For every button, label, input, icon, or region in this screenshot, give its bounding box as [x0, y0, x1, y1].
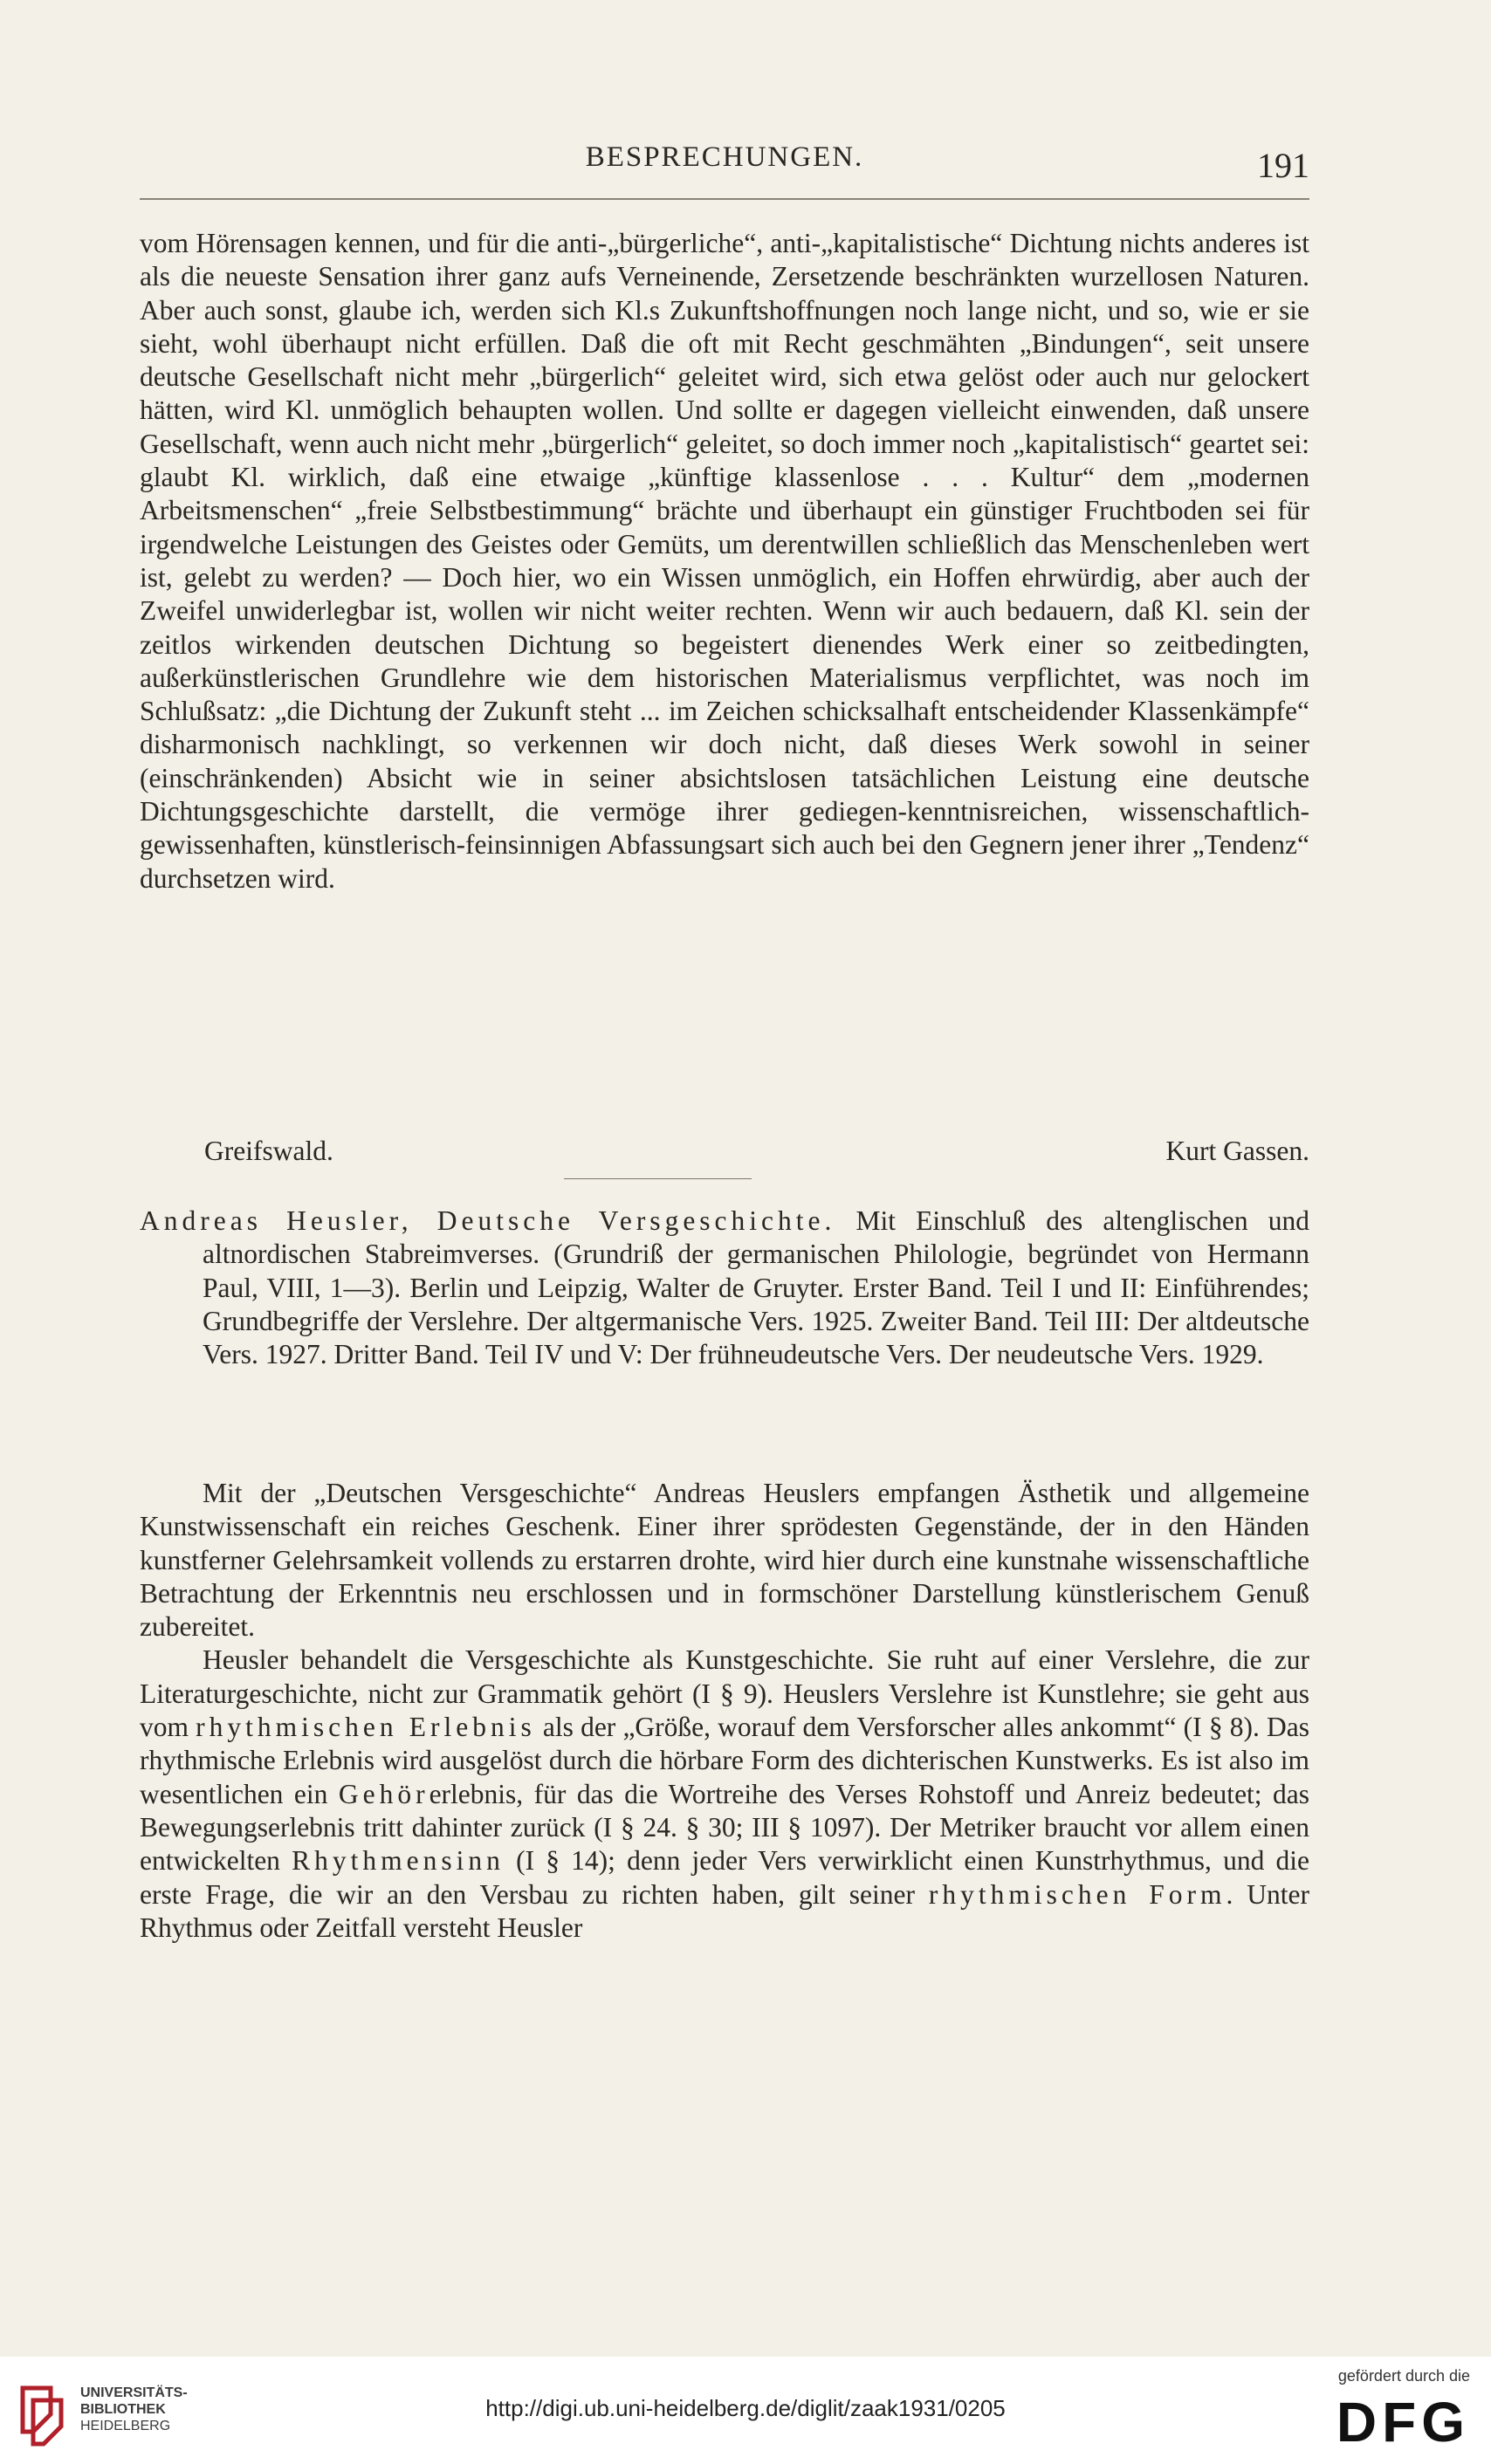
dfg-logo: DFG: [1336, 2391, 1470, 2454]
running-head: BESPRECHUNGEN.: [585, 141, 864, 173]
funding-note: gefördert durch die: [1337, 2367, 1470, 2385]
page-header: [140, 141, 1309, 194]
text-run: Heusler behandelt die Versgeschichte als Kunstgeschichte. Sie ruht auf einer Verslehre, die zur Literaturgeschichte, nicht zur Grammatik gehört (I § 9). Heuslers Verslehre ist Kunstlehre; sie geht aus vom: [140, 1644, 1309, 1743]
text-run: als der „Größe, worauf dem Versforscher alles ankommt“ (I § 8). Das rhythmische Erlebnis wird ausgelöst durch die hörbare Form des dichterischen Kunstwerks. Es ist also im wesentlichen ein: [140, 1712, 1309, 1809]
emphasized-text: rhythmischen Erlebnis: [196, 1712, 536, 1743]
text-run: . Unter Rhythmus oder Zeitfall versteht Heusler: [140, 1878, 1309, 1943]
header-rule: [140, 198, 1309, 200]
emphasized-text: Gehör: [338, 1778, 429, 1809]
bibliographic-entry: [140, 1205, 1309, 1371]
institution-line: UNIVERSITÄTS-: [80, 2385, 188, 2400]
emphasized-text: rhythmischen Form: [928, 1878, 1226, 1910]
section-separator: [564, 1178, 752, 1179]
institution-line: HEIDELBERG: [80, 2419, 171, 2433]
signature-place: Greifswald.: [204, 1136, 333, 1166]
permalink-url[interactable]: http://digi.ub.uni-heidelberg.de/diglit/zaak1931/0205: [485, 2395, 1006, 2421]
body-paragraph: [140, 1644, 1309, 1945]
book-details: Mit Einschluß des altenglischen und altnordischen Stabreimverses. (Grundriß der germanischen Philologie, begründet von Hermann Paul, VIII, 1—3). Berlin und Leipzig, Walter de Gruyter. Erster Band. Teil I und II: Einführendes; Grundbegriffe der Verslehre. Der altgermanische Vers. 1925. Zweiter Band. Teil III: Der altdeutsche Vers. 1927. Dritter Band. Teil IV und V: Der frühneudeutsche Vers. Der neudeutsche Vers. 1929.: [203, 1205, 1309, 1370]
review-continuation: [140, 227, 1309, 896]
emphasized-text: Rhythmensinn: [292, 1845, 505, 1877]
text-run: (I § 14); denn jeder Vers verwirklicht einen Kunstrhythmus, und die erste Frage, die wir an den Versbau zu richten haben, gilt seiner: [140, 1845, 1309, 1910]
book-author-title: Andreas Heusler, Deutsche Versgeschichte.: [140, 1205, 836, 1236]
institution-line: BIBLIOTHEK: [80, 2402, 166, 2417]
signature-reviewer: Kurt Gassen.: [1165, 1136, 1309, 1166]
text-run: erlebnis, für das die Wortreihe des Verses Rohstoff und Anreiz bedeutet; das Bewegungserlebnis tritt dahinter zurück (I § 24. § 30; III § 1097). Der Metriker braucht vor allem einen entwickelten: [140, 1778, 1309, 1877]
body-paragraph: Mit der „Deutschen Versgeschichte“ Andreas Heuslers empfangen Ästhetik und allgemeine Kunstwissenschaft ein reiches Geschenk. Einer ihrer sprödesten Gegenstände, der in den Händen kunstferner Gelehrsamkeit vollends zu erstarren drohte, wird hier durch eine kunstnahe wissenschaftliche Betrachtung der Erkenntnis neu erschlossen und in formschöner Darstellung künstlerischem Genuß zubereitet.: [140, 1478, 1309, 1643]
review-body: [140, 1477, 1309, 1945]
digitization-footer: [0, 2357, 1491, 2464]
page-number: 191: [1257, 146, 1309, 185]
body-paragraph: vom Hörensagen kennen, und für die anti-„bürgerliche“, anti-„kapitalistische“ Dichtung nichts anderes ist als die neueste Sensation ihrer ganz aufs Verneinende, Zersetzende beschränkten wurzellosen Naturen. Aber auch sonst, glaube ich, werden sich Kl.s Zukunftshoffnungen noch lange nicht, und so, wie er sie sieht, wohl überhaupt nicht erfüllen. Daß die oft mit Recht geschmähten „Bindungen“, seit unsere deutsche Gesellschaft nicht mehr „bürgerlich“ geleitet wird, sich etwa gelöst oder auch nur gelockert hätten, wird Kl. unmöglich behaupten wollen. Und sollte er dagegen vielleicht einwenden, daß unsere Gesellschaft, wenn auch nicht mehr „bürgerlich“ geleitet, so doch immer noch „kapitalistisch“ geartet sei: glaubt Kl. wirklich, daß eine etwaige „künftige klassenlose . . . Kultur“ dem „modernen Arbeitsmenschen“ „freie Selbstbestimmung“ brächte und überhaupt ein günstiger Fruchtboden sei für irgendwelche Leistungen des Geistes oder Gemüts, um derentwillen schließlich das Menschenleben wert ist, gelebt zu werden? — Doch hier, wo ein Wissen unmöglich, ein Hoffen ehrwürdig, aber auch der Zweifel unwiderlegbar ist, wollen wir nicht weiter rechten. Wenn wir auch bedauern, daß Kl. sein der zeitlos wirkenden deutschen Dichtung so begeistert dienendes Werk einer so zeitbedingten, außerkünstlerischen Grundlehre wie dem historischen Materialismus verpflichtet, was noch im Schlußsatz: „die Dichtung der Zukunft steht ... im Zeichen schicksalhaft entscheidender Klassenkämpfe“ disharmonisch nachklingt, so verkennen wir doch nicht, daß dieses Werk sowohl in seiner (einschränkenden) Absicht wie in seiner absichtslosen tatsächlichen Leistung eine deutsche Dichtungsgeschichte darstellt, die vermöge ihrer gediegen-kenntnisreichen, wissenschaftlich-gewissenhaften, künstlerisch-feinsinnigen Abfassungsart sich auch bei den Gegnern jener ihrer „Tendenz“ durchsetzen wird.: [140, 228, 1309, 894]
